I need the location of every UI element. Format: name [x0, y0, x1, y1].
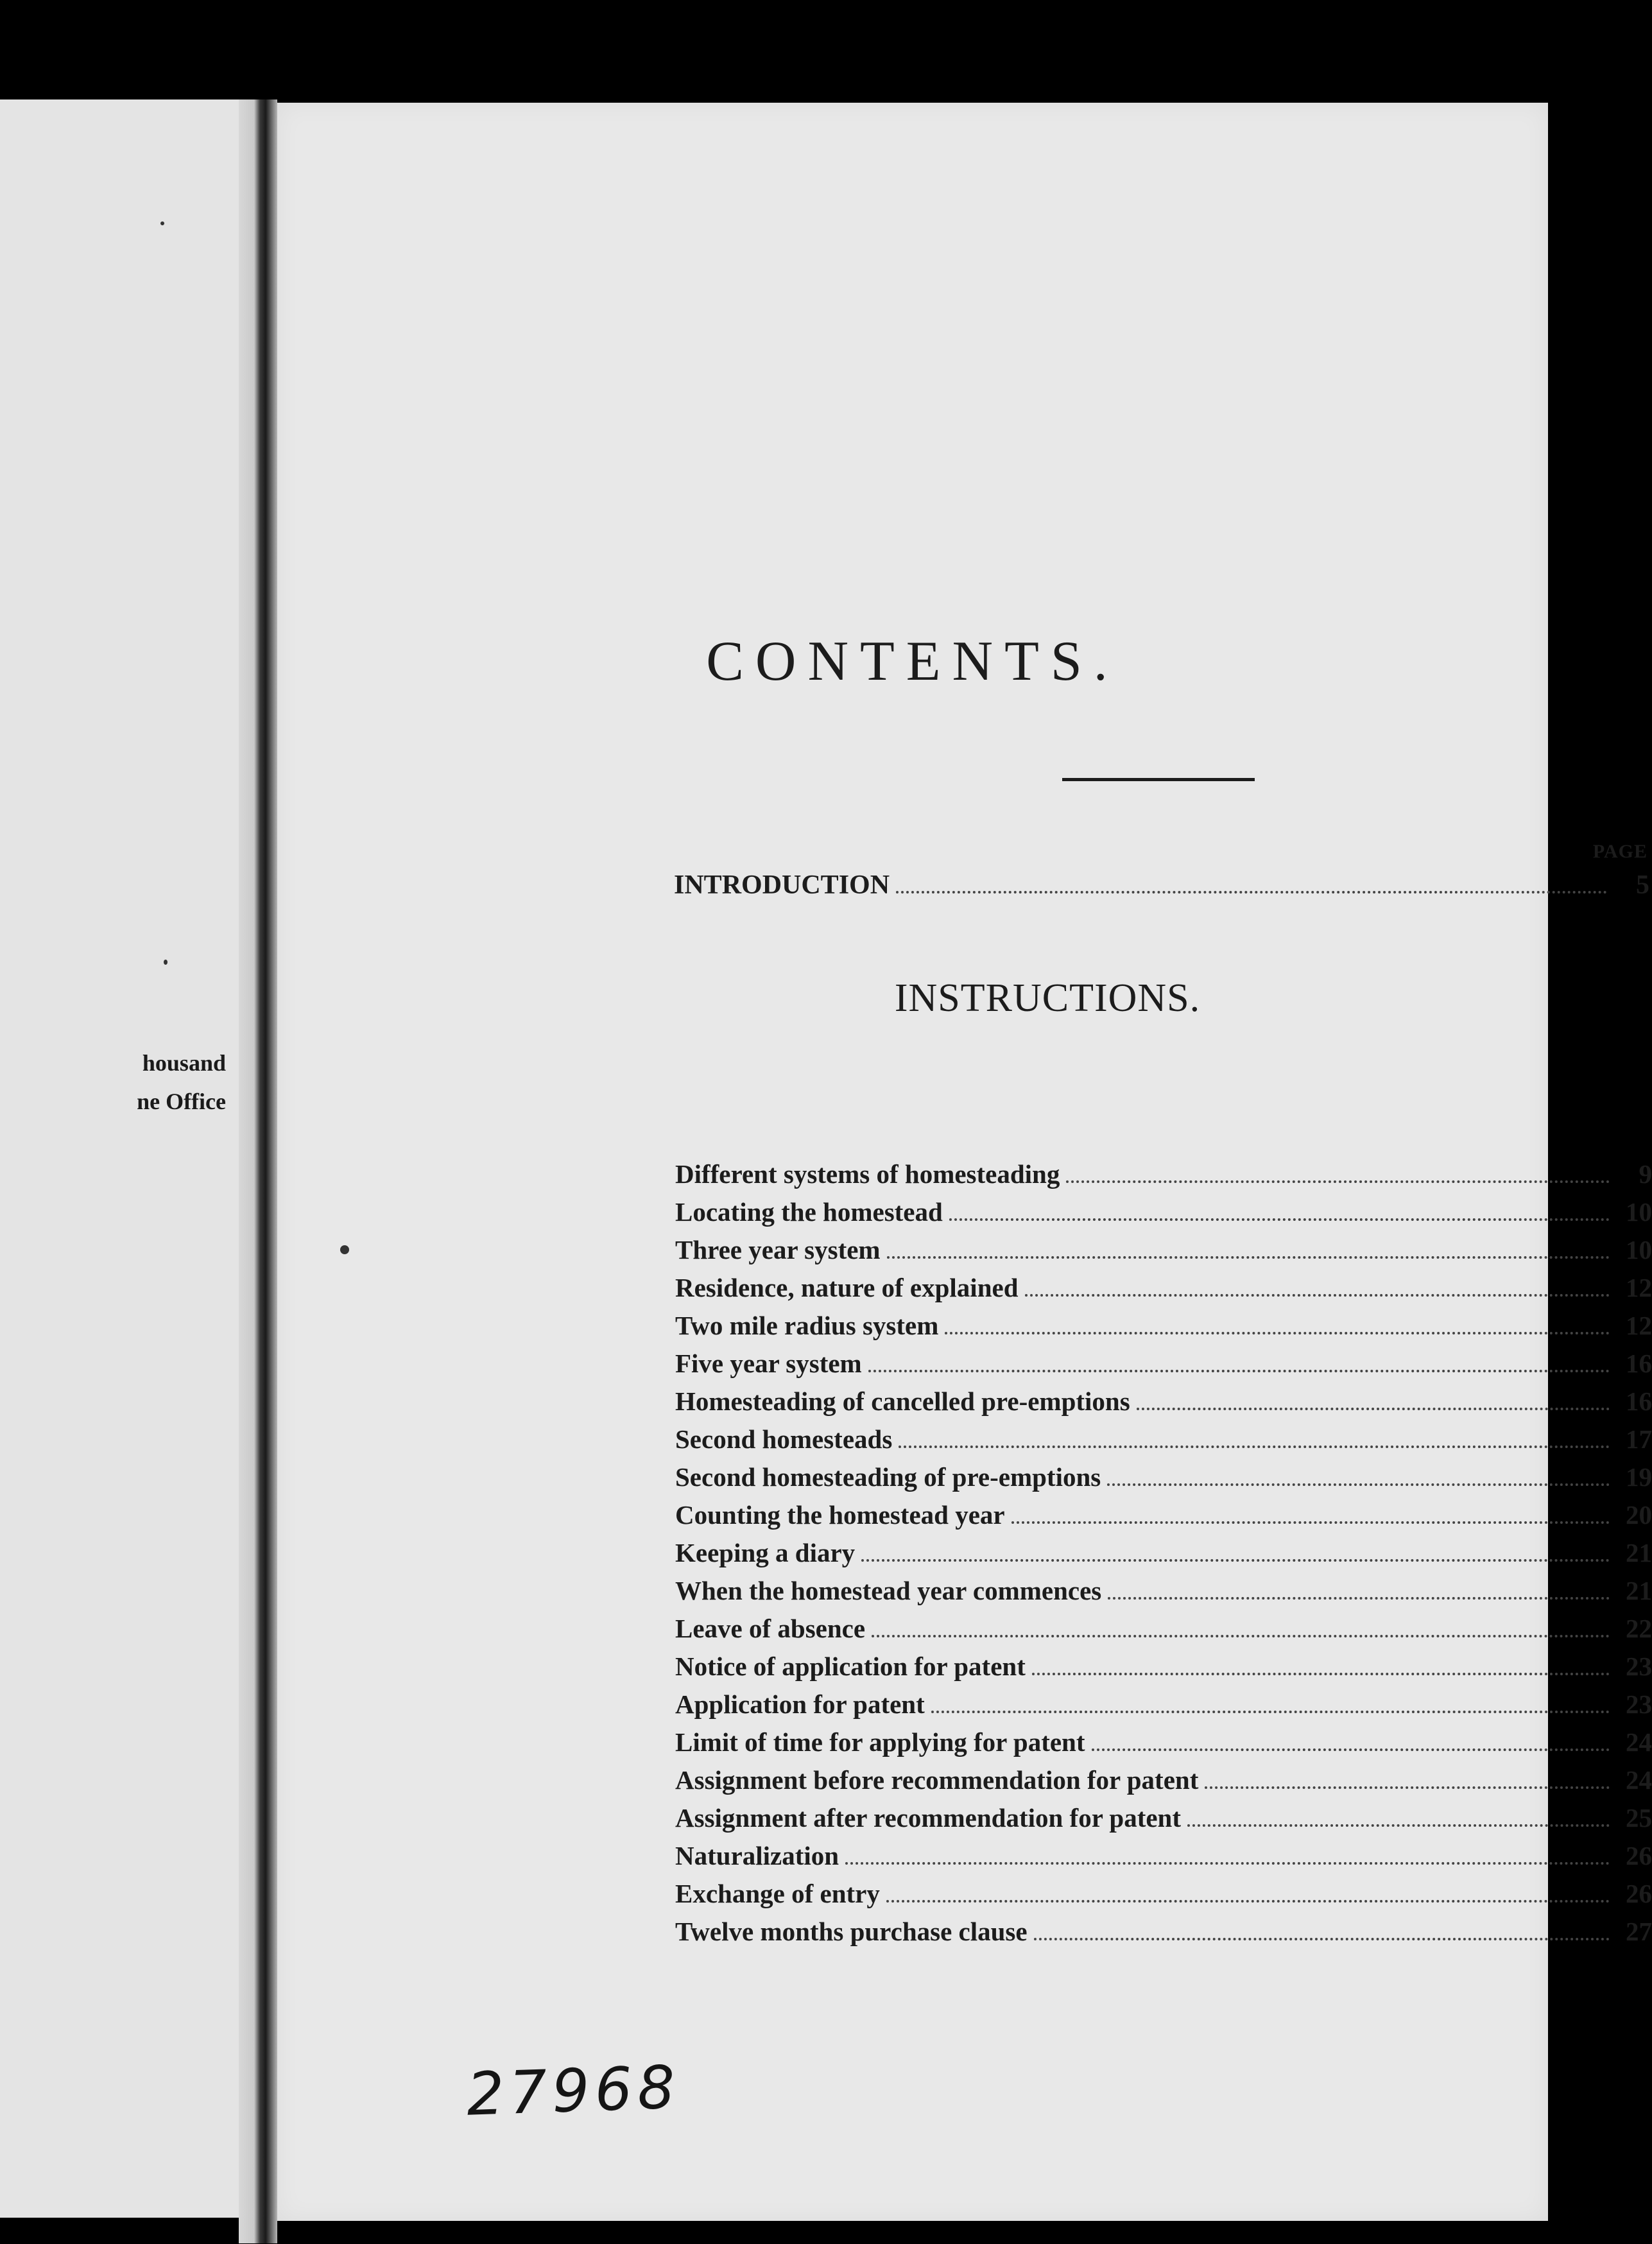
entry-label: When the homestead year commences: [675, 1576, 1102, 1605]
entry-label: Locating the homestead: [675, 1197, 943, 1227]
entry-label: Different systems of homesteading: [675, 1159, 1060, 1189]
entry-page-number: 16: [1626, 1349, 1652, 1378]
dot-leader: [1066, 1180, 1610, 1183]
title-rule: [1062, 778, 1255, 781]
contents-list: [675, 1155, 1652, 1951]
dot-leader: [1137, 1408, 1610, 1410]
contents-entry: [675, 1837, 1652, 1875]
contents-entry: [675, 1799, 1652, 1837]
entry-page-number: 10: [1626, 1197, 1652, 1227]
contents-entry: [675, 1420, 1652, 1458]
entry-label: Keeping a diary: [675, 1538, 856, 1567]
entry-label: Three year system: [675, 1235, 881, 1264]
dot-leader: [931, 1711, 1610, 1713]
entry-page-number: 21: [1626, 1576, 1652, 1605]
entry-page-number: 24: [1626, 1727, 1652, 1757]
contents-entry: [675, 1383, 1652, 1420]
page-column-label: PAGE: [1592, 841, 1648, 862]
contents-entry: [675, 1875, 1652, 1913]
dot-leader: [1187, 1824, 1610, 1827]
entry-page-number: 12: [1626, 1273, 1652, 1302]
contents-entry: [675, 1193, 1652, 1231]
entry-page-number: 20: [1626, 1500, 1652, 1530]
ink-speck: [164, 960, 168, 965]
dot-leader: [845, 1862, 1610, 1865]
contents-page: [277, 103, 1652, 2221]
contents-entry: [675, 1913, 1652, 1951]
contents-entry: [675, 1496, 1652, 1534]
ink-speck: [160, 221, 164, 225]
entry-label: Twelve months purchase clause: [675, 1917, 1028, 1946]
dot-leader: [872, 1635, 1610, 1637]
entry-label: Assignment after recommendation for patent: [675, 1803, 1182, 1833]
facing-page-text-fragment: housand: [142, 1050, 226, 1076]
entry-label: Naturalization: [675, 1841, 839, 1870]
contents-entry: [675, 1686, 1652, 1723]
entry-page-number: 26: [1626, 1879, 1652, 1908]
dot-leader: [1205, 1786, 1610, 1789]
entry-label: Residence, nature of explained: [675, 1273, 1019, 1302]
contents-entry: [675, 1231, 1652, 1269]
handwritten-number: 27968: [465, 2053, 682, 2129]
book-spine: [239, 99, 277, 2243]
entry-label: Notice of application for patent: [675, 1652, 1026, 1681]
dot-leader: [886, 1900, 1610, 1903]
dot-leader: [899, 1446, 1610, 1448]
entry-page-number: 23: [1626, 1652, 1652, 1681]
entry-page-number: 21: [1626, 1538, 1652, 1567]
entry-label: Second homesteading of pre-emptions: [675, 1462, 1101, 1492]
facing-page-text-fragment: ne Office: [137, 1089, 226, 1114]
contents-entry: [675, 1307, 1652, 1345]
contents-entry: [675, 1345, 1652, 1383]
entry-page-number: 12: [1626, 1311, 1652, 1340]
contents-entry: [675, 1610, 1652, 1648]
contents-entry: [675, 1572, 1652, 1610]
entry-page-number: 23: [1626, 1689, 1652, 1719]
entry-page-number: 10: [1626, 1235, 1652, 1264]
facing-page: [0, 99, 241, 2218]
contents-entry: [675, 1761, 1652, 1799]
entry-label: Leave of absence: [675, 1614, 866, 1643]
dot-leader: [1107, 1483, 1610, 1486]
dot-leader: [1032, 1673, 1610, 1675]
entry-page-number: 27: [1626, 1917, 1652, 1946]
entry-page-number: 16: [1626, 1386, 1652, 1416]
introduction-entry: [674, 870, 1649, 901]
entry-page-number: 17: [1626, 1424, 1652, 1454]
entry-page-number: 5: [1636, 870, 1649, 900]
dot-leader: [861, 1559, 1610, 1562]
dot-leader: [1034, 1938, 1610, 1940]
dot-leader: [1092, 1748, 1610, 1751]
entry-page-number: 25: [1626, 1803, 1652, 1833]
entry-label: Homesteading of cancelled pre-emptions: [675, 1386, 1130, 1416]
entry-label: Two mile radius system: [675, 1311, 939, 1340]
entry-label: Exchange of entry: [675, 1879, 880, 1908]
section-heading: INSTRUCTIONS.: [894, 976, 1201, 1020]
entry-label: Second homesteads: [675, 1424, 893, 1454]
dot-leader: [896, 891, 1607, 893]
dot-leader: [1108, 1597, 1610, 1600]
contents-entry: [675, 1269, 1652, 1307]
entry-page-number: 19: [1626, 1462, 1652, 1492]
ink-speck: [340, 1245, 349, 1254]
contents-entry: [675, 1458, 1652, 1496]
entry-label: Five year system: [675, 1349, 862, 1378]
contents-entry: [675, 1723, 1652, 1761]
entry-label: Counting the homestead year: [675, 1500, 1005, 1530]
page-title: CONTENTS.: [706, 630, 1119, 693]
dot-leader: [949, 1218, 1610, 1221]
dot-leader: [1025, 1294, 1610, 1297]
entry-page-number: 26: [1626, 1841, 1652, 1870]
dot-leader: [868, 1370, 1610, 1372]
entry-label: Limit of time for applying for patent: [675, 1727, 1085, 1757]
entry-page-number: 9: [1639, 1159, 1652, 1189]
dot-leader: [1011, 1521, 1610, 1524]
dot-leader: [887, 1256, 1610, 1259]
dot-leader: [945, 1332, 1610, 1334]
entry-page-number: 22: [1626, 1614, 1652, 1643]
entry-label: INTRODUCTION: [674, 870, 890, 900]
contents-entry: [675, 1534, 1652, 1572]
entry-page-number: 24: [1626, 1765, 1652, 1795]
entry-label: Assignment before recommendation for patent: [675, 1765, 1199, 1795]
contents-entry: [675, 1155, 1652, 1193]
contents-entry: [675, 1648, 1652, 1686]
entry-label: Application for patent: [675, 1689, 925, 1719]
